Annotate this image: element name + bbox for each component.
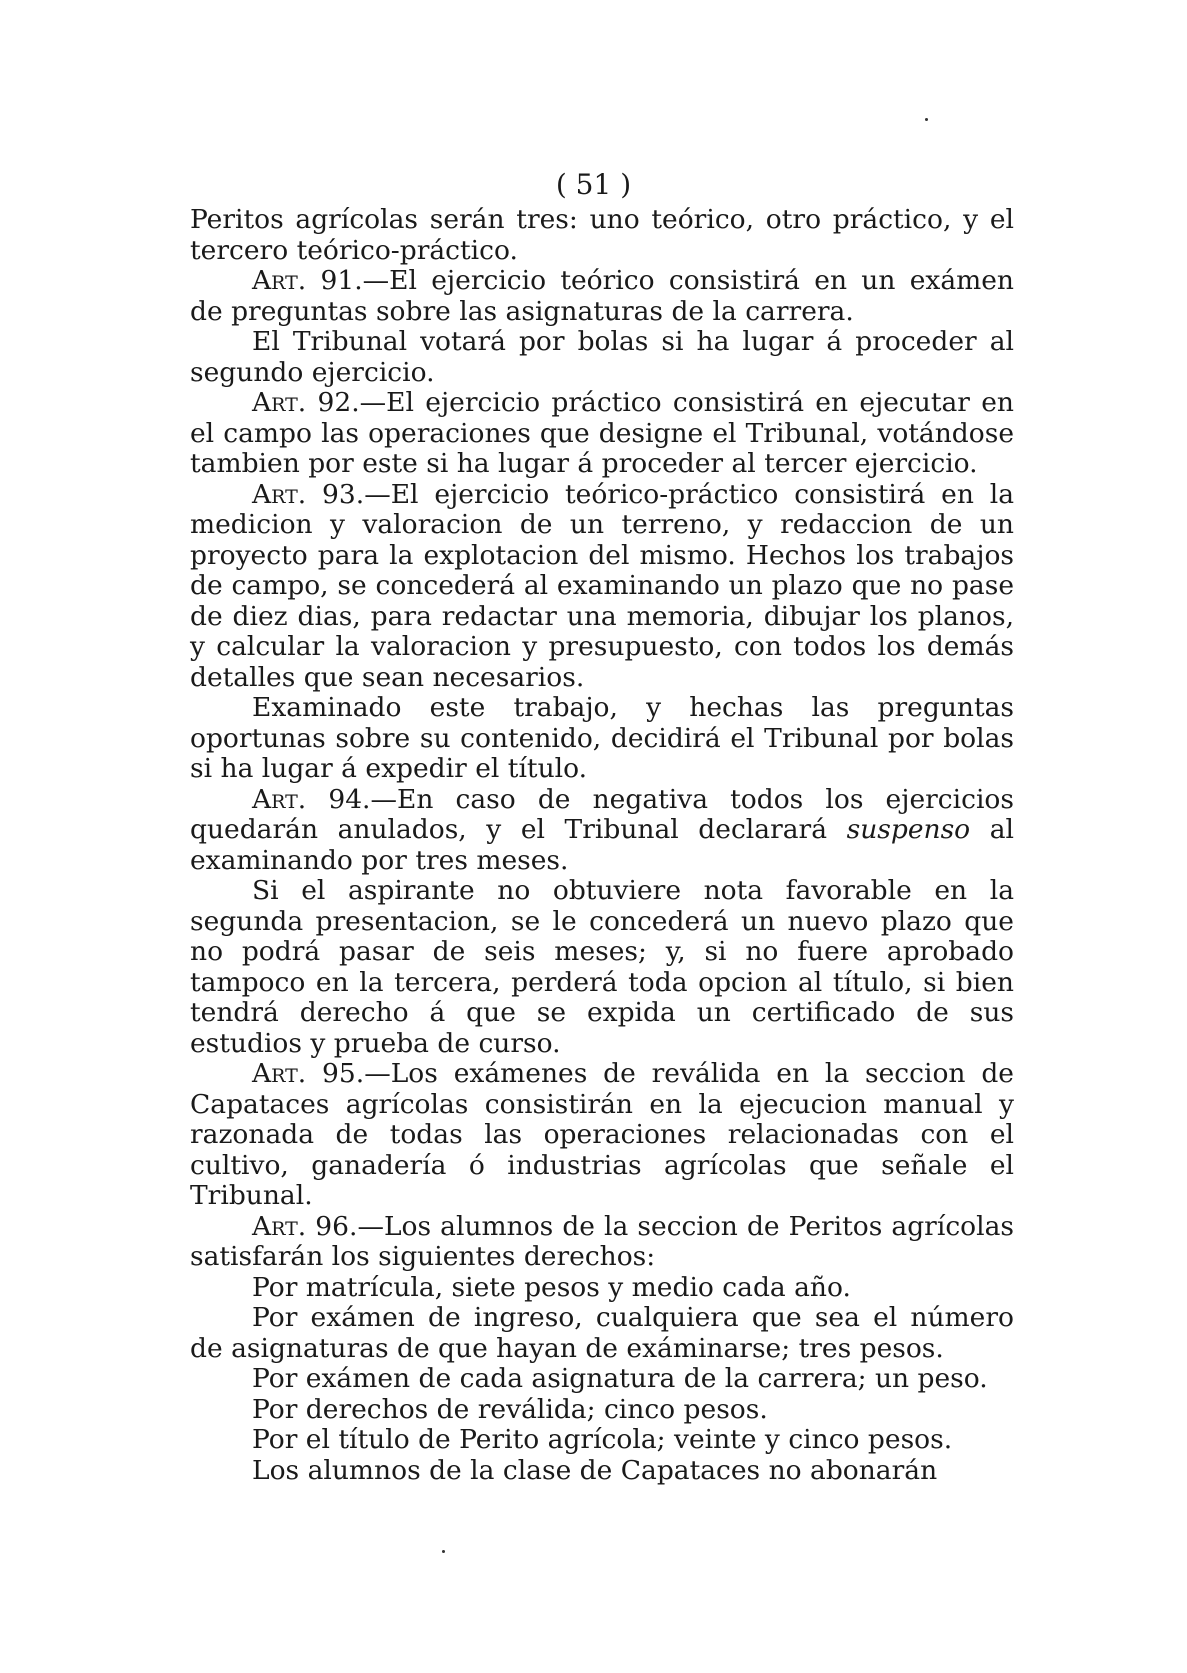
page-number: ( 51 ) <box>555 168 632 201</box>
paragraph: Peritos agrícolas serán tres: uno teórico, otro práctico, y el tercero teórico-práctico. <box>190 204 1014 266</box>
fee-item: Por derechos de reválida; cinco pesos. <box>252 1393 768 1425</box>
paragraph: Examinado este trabajo, y hechas las preguntas oportunas sobre su contenido, decidirá el Tribunal por bolas si ha lugar á expedir el título. <box>190 692 1014 784</box>
article-label: Art. 93. <box>252 478 365 510</box>
article-paragraph: Art. 95.—Los exámenes de reválida en la seccion de Capataces agrícolas consistirán en la ejecucion manual y razonada de todas las operaciones relacionadas con el cultivo, ganadería ó industrias agrícolas que señale el Tribunal. <box>190 1058 1014 1211</box>
article-paragraph: Art. 96.—Los alumnos de la seccion de Peritos agrícolas satisfarán los siguientes derechos: <box>190 1210 1014 1272</box>
emphasis: suspenso <box>846 814 971 845</box>
paragraph: Los alumnos de la clase de Capataces no abonarán <box>252 1454 938 1486</box>
article-label: Art. 92. <box>252 387 360 418</box>
fee-item: Por exámen de cada asignatura de la carrera; un peso. <box>252 1363 988 1394</box>
article-label: Art. 91. <box>252 265 363 296</box>
article-paragraph: Art. 93.—El ejercicio teórico-práctico consistirá en la medicion y valoracion de un terreno, y redaccion de un proyecto para la explotacion del mismo. Hechos los trabajos de campo, se concederá al examinando un plazo que no pase de diez dias, para redactar una memoria, dibujar los planos, y calcular la valoracion y presupuesto, con todos los demás detalles que sean necesarios. <box>190 478 1014 693</box>
scan-speck <box>442 1550 445 1553</box>
article-paragraph: Art. 91.—El ejercicio teórico consistirá en un exámen de preguntas sobre las asignaturas de la carrera. <box>190 265 1014 327</box>
fee-item: Por matrícula, siete pesos y medio cada año. <box>252 1271 851 1303</box>
body-text <box>190 205 1014 1486</box>
fee-item: Por el título de Perito agrícola; veinte y cinco pesos. <box>252 1424 953 1455</box>
article-label: Art. 95. <box>252 1058 365 1089</box>
paragraph: Si el aspirante no obtuviere nota favorable en la segunda presentacion, se le concederá un nuevo plazo que no podrá pasar de seis meses; y, si no fuere aprobado tampoco en la tercera, perderá toda opcion al título, si bien tendrá derecho á que se expida un certificado de sus estudios y prueba de curso. <box>190 875 1014 1059</box>
article-paragraph: Art. 94.—En caso de negativa todos los ejercicios quedarán anulados, y el Tribunal declarará suspenso al examinando por tres meses. <box>190 783 1014 876</box>
paragraph: El Tribunal votará por bolas si ha lugar á proceder al segundo ejercicio. <box>190 326 1014 388</box>
article-label: Art. 94. <box>252 783 371 815</box>
article-label: Art. 96. <box>252 1210 358 1242</box>
article-paragraph: Art. 92.—El ejercicio práctico consistirá en ejecutar en el campo las operaciones que designe el Tribunal, votándose tambien por este si ha lugar á proceder al tercer ejercicio. <box>190 387 1014 479</box>
fee-item: Por exámen de ingreso, cualquiera que sea el número de asignaturas de que hayan de exáminarse; tres pesos. <box>190 1302 1014 1364</box>
scan-speck <box>925 118 928 121</box>
